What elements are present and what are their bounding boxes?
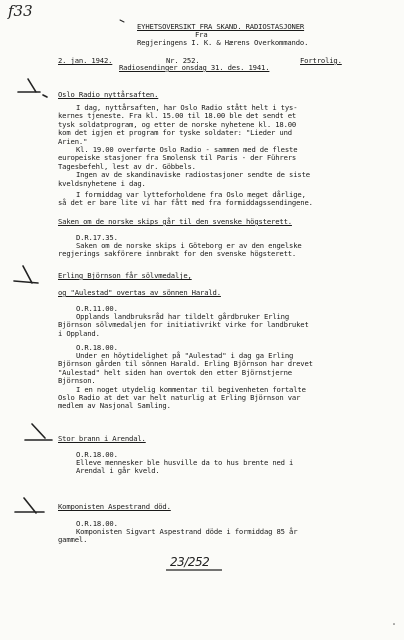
text-line: I en noget utydelig kommentar til begivenheten fortalte (76, 384, 306, 394)
source-tag: O.R.18.00. (76, 343, 118, 352)
text-line: I formiddag var lytteforholdene fra Oslo meget dårlige, (76, 190, 306, 200)
source-tag: O.R.18.00. (76, 519, 118, 528)
text-line: I dag, nyttårsaften, har Oslo Radio stått helt i tys- (76, 103, 298, 112)
pencil-mark-icon (24, 498, 36, 513)
header-issuer: Regjeringens I. K. & Hærens Overkommando. (137, 38, 309, 47)
text-line: Ingen av de skandinaviske radiostasjoner sendte de siste (76, 170, 310, 180)
header-title: EYHETSOVERSIKT FRA SKAND. RADIOSTASJONER (137, 22, 305, 31)
section-headline: Oslo Radio nyttårsaften. (58, 90, 159, 99)
source-tag: O.R.18.00. (76, 450, 118, 459)
text-line: Elleve mennesker ble husville da to hus brente ned i (76, 458, 294, 467)
source-tag: O.R.11.00. (76, 304, 118, 313)
pencil-mark-icon (43, 95, 47, 97)
text-line: Arien." (58, 136, 88, 146)
text-line: tysk soldatprogram, og etter de norske nyhetene kl. 18.00 (58, 119, 297, 129)
pencil-mark-icon (23, 266, 32, 283)
text-line: Kl. 19.00 overførte Oslo Radio - sammen med de fleste (76, 145, 298, 155)
source-tag: D.R.17.35. (76, 233, 118, 242)
section-headline: Stor brann i Arendal. (58, 434, 146, 443)
text-line: europeiske stasjoner fra Smolensk til Paris - der Führers (58, 153, 297, 163)
header-from: Fra (195, 30, 208, 39)
text-line: Oslo Radio at det var helt naturlig at Erling Björnson var (58, 393, 301, 403)
text-line: i Oppland. (58, 328, 100, 338)
scan-speck (393, 623, 395, 625)
text-line: kernes tjeneste. Fra kl. 15.00 til 18.00 ble det sendt et (58, 111, 297, 121)
header-subtitle: Radiosendinger onsdag 31. des. 1941. (119, 63, 270, 72)
text-line: så det er bare lite vi har fått med fra formiddagssendingene. (58, 198, 313, 208)
pencil-mark-icon (32, 424, 45, 438)
handwritten-note: f33 (8, 2, 33, 20)
section-headline: Komponisten Aspestrand död. (58, 502, 171, 511)
handwritten-stamp-number: 23/252 (170, 555, 210, 569)
text-line: regjerings sakförere innbrakt for den svenske högsterett. (58, 249, 297, 259)
header-date: 2. jan. 1942. (58, 56, 113, 65)
section-headline: Saken om de norske skips går til den svenske högsterett. (58, 217, 292, 226)
pencil-mark-icon (28, 79, 36, 92)
text-line: "Aulestad" helt siden han overtok den etter Björnstjerne (58, 367, 292, 377)
text-line: Arendal i går kveld. (76, 466, 160, 476)
text-line: Tagesbefehl, lest av dr. Göbbels. (58, 161, 196, 171)
text-line: medlem av Nasjonal Samling. (58, 401, 171, 411)
section-subheadline: og "Aulestad" overtas av sönnen Harald. (58, 288, 221, 297)
text-line: Saken om de norske skips i Göteborg er av den engelske (76, 241, 302, 250)
text-line: Björnson. (58, 376, 96, 386)
text-line: Björnson sölvmedaljen for initiativrikt virke for landbruket (58, 320, 309, 330)
text-line: Komponisten Sigvart Aspestrand döde i formiddag 85 år (76, 527, 298, 536)
pencil-mark-icon (120, 20, 124, 22)
pencil-mark-icon (14, 281, 38, 283)
text-line: kom det igjen et program for tyske soldater: "Lieder und (58, 128, 292, 138)
text-line: Under en höytidelighet på "Aulestad" i dag ga Erling (76, 351, 294, 360)
header-number: Nr. 252. (166, 56, 200, 65)
section-headline: Erling Björnson får sölvmedalje, (58, 271, 192, 280)
text-line: kveldsnyhetene i dag. (58, 178, 146, 188)
text-line: Björnson gården til sönnen Harald. Erling Björnson har drevet (58, 359, 313, 369)
text-line: Opplands landbruksråd har tildelt gårdbruker Erling (76, 312, 290, 321)
header-confidential: Fortrolig. (300, 56, 342, 65)
text-line: gammel. (58, 535, 88, 545)
